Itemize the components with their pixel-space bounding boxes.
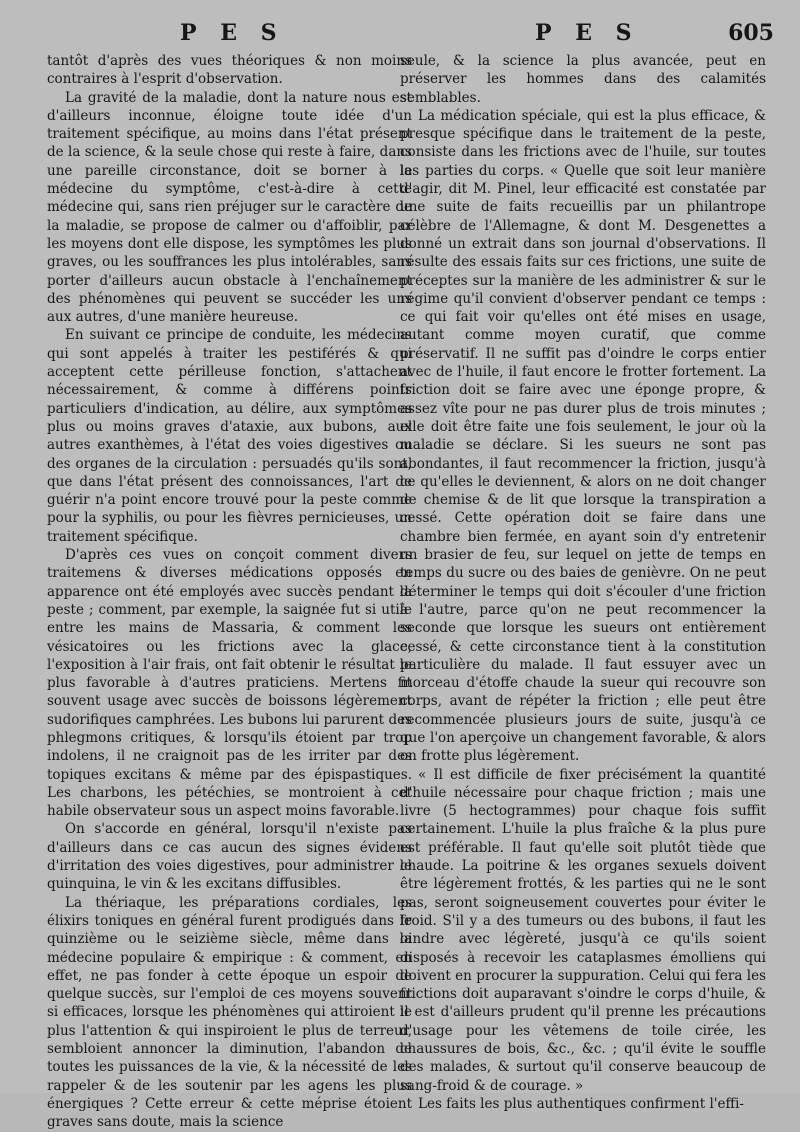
paragraph: On s'accorde en général, lorsqu'il n'existe pas d'ailleurs dans ce cas aucun des signes évidens d'irritation des voies digestives, pour administrer le quinquina, le vin & les excitans diffusibles. [47, 821, 412, 893]
running-title-right: P E S [535, 20, 640, 46]
paragraph: La thériaque, les préparations cordiales, les élixirs toniques en général furent prodigués dans le quinzième ou le seizième siècle, même dans la médecine populaire & empirique : & comment, en effet, ne pas fonder à cette époque un espoir de quelque succès, sur l'emploi de ces moyens souvent si efficaces, lorsque les phénomènes qui attiroient le plus l'attention & qui inspiroient le plus de terreur, sembloient annoncer la diminution, l'abandon de toutes les puissances de la vie, & la nécessité de les rappeler & de les soutenir par les agens les plus énergiques ? Cette erreur & cette méprise étoient graves sans doute, mais la science [47, 894, 412, 1131]
paragraph: En suivant ce principe de conduite, les médecins qui sont appelés à traiter les pestiférés & qui acceptent cette périlleuse fonction, s'attachent nécessairement, & comme à différens points particuliers d'indication, au délire, aux symptômes plus ou moins graves d'ataxie, aux bubons, aux autres exanthèmes, à l'état des voies digestives ou des organes de la circulation : persuadés qu'ils sont, que dans l'état présent des connoissances, l'art de guérir n'a point encore trouvé pour la peste comme pour la syphilis, ou pour les fièvres pernicieuses, un traitement spécifique. [47, 327, 412, 545]
page-number: 605 [728, 20, 774, 46]
paragraph: Les faits les plus authentiques confirment l'effi- [418, 1095, 744, 1112]
paragraph: seule, & la science la plus avancée, peut en préserver les hommes dans des calamités semblables. [400, 53, 766, 106]
right-column [400, 52, 766, 1112]
paragraph: tantôt d'après des vues théoriques & non moins contraires à l'esprit d'observation. [47, 53, 412, 88]
paragraph: La gravité de la maladie, dont la nature nous est d'ailleurs inconnue, éloigne toute idée d'un traitement spécifique, au moins dans l'état présent de la science, & la seule chose qui reste à faire, dans une pareille circonstance, doit se borner à la médecine du symptôme, c'est-à-dire à cette médecine qui, sans rien préjuger sur le caractère de la maladie, se propose de calmer ou d'affoiblir, par les moyens dont elle dispose, les symptômes les plus graves, ou les souffrances les plus intolérables, sans porter d'ailleurs aucun obstacle à l'enchaînement des phénomènes qui peuvent se succéder les uns aux autres, d'une manière heureuse. [47, 89, 412, 326]
paragraph: D'après ces vues on conçoit comment divers traitemens & diverses médications opposés en apparence ont été employés avec succès pendant la peste ; comment, par exemple, la saignée fut si utile entre les mains de Massaria, & comment les vésicatoires ou les frictions avec la glace, l'exposition à l'air frais, ont fait obtenir le résultat le plus favorable à d'autres praticiens. Mertens fit souvent usage avec succès de boissons légèrement sudorifiques camphrées. Les bubons lui parurent des phlegmons critiques, & lorsqu'ils étoient par trop indolens, il ne craignoit pas de les irriter par des topiques excitans & même par des épispastiques. Les charbons, les pétéchies, se montroient à cet habile observateur sous un aspect moins favorable. [47, 547, 412, 820]
paragraph: « Il est difficile de fixer précisément la quantité d'huile nécessaire pour chaque friction ; mais une livre (5 hectogrammes) pour chaque fois suffit certainement. L'huile la plus fraîche & la plus pure est préférable. Il faut qu'elle soit plutôt tiède que chaude. La poitrine & les organes sexuels doivent être légèrement frottés, & les parties qui ne le sont pas, seront soigneusement couvertes pour éviter le froid. S'il y a des tumeurs ou des bubons, il faut les oindre avec légèreté, jusqu'à ce qu'ils soient disposés à recevoir les cataplasmes émolliens qui doivent en procurer la suppuration. Celui qui fera les frictions doit auparavant s'oindre le corps d'huile, & il est d'ailleurs prudent qu'il prenne les précautions d'usage pour les vêtemens de toile cirée, les chaussures de bois, &c., &c. ; qu'il évite le souffle des malades, & surtout qu'il conserve beaucoup de sang-froid & de courage. » [400, 766, 766, 1094]
left-column [47, 52, 412, 1131]
paragraph: La médication spéciale, qui est la plus efficace, & presque spécifique dans le traitement de la peste, consiste dans les frictions avec de l'huile, sur toutes les parties du corps. « Quelle que soit leur manière d'agir, dit M. Pinel, leur efficacité est constatée par une suite de faits recueillis par un philantrope célèbre de l'Allemagne, & dont M. Desgenettes a donné un extrait dans son journal d'observations. Il résulte des essais faits sur ces frictions, une suite de préceptes sur la manière de les administrer & sur le régime qu'il convient d'observer pendant ce temps : ce qui fait voir qu'elles ont été mises en usage, autant comme moyen curatif, que comme préservatif. Il ne suffit pas d'oindre le corps entier avec de l'huile, il faut encore le frotter fortement. La friction doit se faire avec une éponge propre, & assez vîte pour ne pas durer plus de trois minutes ; elle doit être faite une fois seulement, le jour où la maladie se déclare. Si les sueurs ne sont pas abondantes, il faut recommencer la friction, jusqu'à ce qu'elles le deviennent, & alors on ne doit changer de chemise & de lit que lorsque la transpiration a cessé. Cette opération doit se faire dans une chambre bien fermée, en ayant soin d'y entretenir un brasier de feu, sur lequel on jette de temps en temps du sucre ou des baies de genièvre. On ne peut déterminer le temps qui doit s'écouler d'une friction à l'autre, parce qu'on ne peut recommencer la seconde que lorsque les sueurs ont entièrement cessé, & cette circonstance tient à la constitution particulière du malade. Il faut essuyer avec un morceau d'étoffe chaude la sueur qui recouvre son corps, avant de répéter la friction ; elle peut être recommencée plusieurs jours de suite, jusqu'à ce que l'on aperçoive un changement favorable, & alors on frotte plus légèrement. [400, 107, 766, 765]
running-title-left: P E S [180, 20, 285, 46]
page-header [0, 20, 800, 56]
